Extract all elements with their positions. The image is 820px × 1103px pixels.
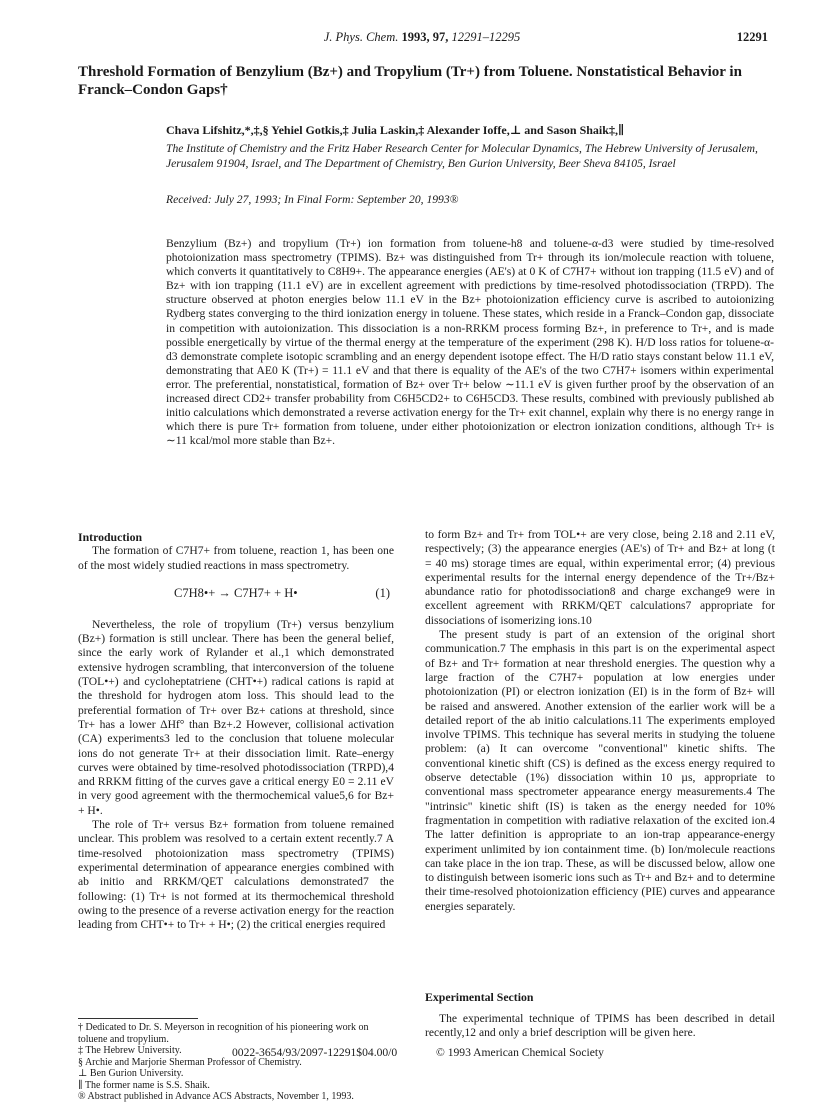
equation-text: C7H8•+ → C7H7+ + H• — [174, 585, 298, 600]
footnote-former-name: ∥ The former name is S.S. Shaik. — [78, 1079, 210, 1091]
received-dates: Received: July 27, 1993; In Final Form: September 20, 1993® — [166, 193, 459, 206]
intro-paragraph-1: The formation of C7H7+ from toluene, reaction 1, has been one of the most widely studied reactions in mass spectrometry. — [78, 544, 394, 572]
right-paragraph-1: to form Bz+ and Tr+ from TOL•+ are very close, being 2.18 and 2.11 eV, respectively; (3) the appearance energies (AE's) of Tr+ and Bz+ at long (t = 40 ms) storage times are equal, within experimental error; (4) previous experimental results for the internal energy dependence of the Tr+/Bz+ abundance ratio for photodissociation8 and charge exchange9 were in excellent agreement with RRKM/QET calculations7 appropriate for dissociations of isomerizing ions.10 — [425, 528, 775, 627]
copyright-notice: © 1993 American Chemical Society — [436, 1046, 604, 1059]
article-title: Threshold Formation of Benzylium (Bz+) and Tropylium (Tr+) from Toluene. Nonstatistical Behavior in Franck–Condon Gaps† — [78, 64, 742, 98]
footnote-hebrew-univ: ‡ The Hebrew University. — [78, 1045, 182, 1056]
introduction-heading: Introduction — [78, 530, 143, 544]
author-list: Chava Lifshitz,*,‡,§ Yehiel Gotkis,‡ Julia Laskin,‡ Alexander Ioffe,⊥ and Sason Shaik‡,∥ — [166, 123, 625, 137]
journal-pages: 12291–12295 — [451, 30, 521, 44]
journal-name: J. Phys. Chem. — [323, 30, 399, 44]
abstract: Benzylium (Bz+) and tropylium (Tr+) ion formation from toluene-h8 and toluene-α-d3 were studied by time-resolved photoionization mass spectrometry (TPIMS). Bz+ was distinguished from Tr+ through its ion/molecule reaction with toluene, which converts it quantitatively to C8H9+. The appearance energies (AE's) at 0 K of C7H7+ without ion trapping (11.5 eV) and of Bz+ with ion trapping (11.1 eV) are in excellent agreement with predictions by time-resolved photodissociation (TRPD). The structure observed at photon energies below 11.1 eV in the Bz+ photoionization efficiency curve is ascribed to autoionizing Rydberg states converging to the third ionization energy in toluene. These states, which reside in a Franck–Condon gap, dissociate in competition with autoionization. This dissociation is a non-RRKM process forming Bz+, in preference to Tr+, and is made possible energetically by virtue of the thermal energy at the temperature of the experiment (298 K). H/D loss ratios for toluene-α-d3 demonstrate complete isotopic scrambling and an energy dependent isotope effect. The H/D ratio stays constant below 11.1 eV, demonstrating that AE0 K (Tr+) = 11.1 eV and that there is equality of the AE's of the two C7H7+ isomers within experimental error. The preferential, nonstatistical, formation of Bz+ over Tr+ below ∼11.1 eV is given further proof by the observation of an increased direct CD2+ transfer probability from C6H5CD2+ to C6H5CD3. These results, combined with previously published ab initio calculations which demonstrated a reverse activation energy for the Tr+ exit channel, explain why there is no energy range in which there is pure Tr+ formation from toluene, under either photoionization or electron ionization conditions, although Tr+ is ∼11 kcal/mol more stable than Bz+. — [166, 237, 774, 448]
right-paragraph-2: The present study is part of an extension of the original short communication.7 The emphasis in this part is on the experimental aspect of Bz+ and Tr+ formation at near threshold energies. The question why a large fraction of the C7H7+ population at low energies under photoionization (PI) or electron ionization (EI) is in the form of Bz+ will be raised and answered. Another extension of the earlier work will be a detailed report of the ab initio calculations.11 The experiments employed involve TPIMS. This technique has several merits in studying the toluene problem: (a) It can overcome "conventional" kinetic shifts. The conventional kinetic shift (CS) is defined as the excess energy required to observe detectable (1%) dissociation within 10 µs, appropriate to conventional mass spectrometer appearance energy measurements.4 The "intrinsic" kinetic shift (IS) is taken as the energy needed for 10% fragmentation in competition with radiative relaxation of the excited ion.4 The latter definition is appropriate to an ion-trap appearance-energy experiment unlimited by ion containment time. (b) Ion/molecule reactions can take place in the ion trap. These, as will be discussed below, allow one to distinguish between isomeric ions such as Tr+ and Bz+ and to determine their time-resolved photoionization efficiency (PIE) curves and appearance energies separately. — [425, 628, 775, 913]
footnote-rule — [78, 1018, 198, 1019]
left-column — [78, 530, 394, 932]
footnote-ben-gurion: ⊥ Ben Gurion University. — [78, 1068, 184, 1079]
experimental-heading: Experimental Section — [425, 990, 534, 1004]
footnote-abstract-published: ® Abstract published in Advance ACS Abstracts, November 1, 1993. — [78, 1091, 354, 1102]
affiliations: The Institute of Chemistry and the Fritz Haber Research Center for Molecular Dynamics, The Hebrew University of Jerusalem, Jerusalem 91904, Israel, and The Department of Chemistry, Ben Gurion University, Beer Sheva 84105, Israel — [166, 142, 758, 170]
experimental-paragraph: The experimental technique of TPIMS has been described in detail recently,12 and only a brief description will be given here. — [425, 1012, 775, 1040]
intro-paragraph-3: The role of Tr+ versus Bz+ formation from toluene remained unclear. This problem was resolved to a certain extent recently.7 A time-resolved photoionization mass spectrometry (TPIMS) experimental determination of appearance energies combined with ab initio and RRKM/QET calculations demonstrated7 the following: (1) Tr+ is not formed at its thermochemical threshold owing to the presence of a reverse activation energy for the reaction leading from CHT•+ to Tr+ + H•; (2) the critical energies required — [78, 818, 394, 932]
footnote-dagger: † Dedicated to Dr. S. Meyerson in recognition of his pioneering work on toluene and tropylium. — [78, 1022, 369, 1045]
footnotes — [78, 1022, 394, 1103]
equation-number: (1) — [375, 585, 390, 600]
intro-paragraph-2: Nevertheless, the role of tropylium (Tr+) versus benzylium (Bz+) formation is still unclear. There has been the general belief, since the early work of Rylander et al.,1 which demonstrated extensive hydrogen scrambling, that interconversion of the toluene (TOL•+) and cycloheptatriene (CHT•+) radical cations is rapid at the threshold for hydrogen atom loss. This should lead to the preferential formation of Tr+ over Bz+ cations at threshold, since Tr+ has a lower ΔHf° than Bz+.2 However, collisional activation (CA) experiments3 led to the conclusion that toluene molecular ions do not generate Tr+ at their dissociation limit. Rate–energy curves were obtained by time-resolved photodissociation (TRPD),4 and RRKM fitting of the curves gave a critical energy E0 = 2.11 eV in very good agreement with the thermochemical value5,6 for Bz+ + H•. — [78, 617, 394, 817]
journal-year-volume: 1993, 97, — [401, 30, 449, 44]
journal-citation — [76, 30, 768, 45]
right-column — [425, 528, 775, 914]
running-header — [76, 30, 768, 48]
reaction-equation — [78, 586, 394, 606]
footnote-sherman: § Archie and Marjorie Sherman Professor of Chemistry. — [78, 1056, 302, 1068]
document-code: 0022-3654/93/2097-12291$04.00/0 — [232, 1046, 398, 1059]
page-number: 12291 — [736, 30, 768, 44]
